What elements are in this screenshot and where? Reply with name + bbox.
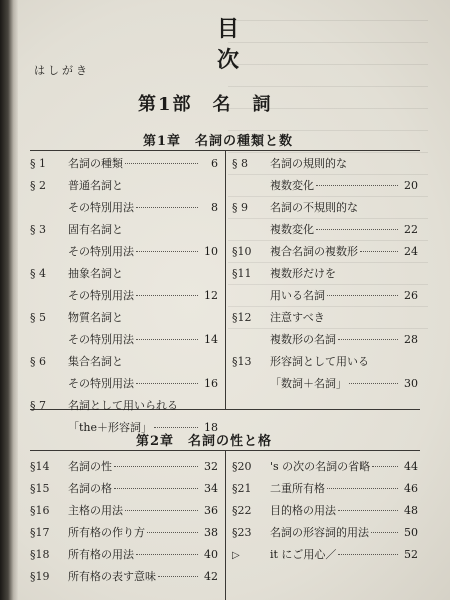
toc-entry	[30, 197, 218, 219]
toc-entry	[30, 175, 218, 197]
dot-leader	[136, 553, 198, 555]
page-number: 20	[404, 179, 418, 192]
entry-title: 所有格の作り方	[68, 526, 145, 539]
page-title: 目 次	[216, 16, 265, 73]
page-number: 6	[211, 157, 218, 170]
toc-entry	[30, 219, 218, 241]
dot-leader	[147, 531, 198, 533]
section-number: §16	[30, 504, 50, 517]
page-number: 16	[204, 377, 218, 390]
entry-title: 複合名詞の複数形	[270, 245, 358, 258]
entry-title: その特別用法	[68, 333, 134, 346]
entry-title: 普通名詞と	[68, 179, 123, 192]
entry-title: その特別用法	[68, 377, 134, 390]
section-number: §22	[232, 504, 252, 517]
toc-entry	[232, 241, 418, 263]
section-number: § 1	[30, 157, 46, 170]
entry-title: 形容詞として用いる	[270, 355, 369, 368]
toc-entry	[232, 263, 418, 285]
dot-leader	[316, 228, 398, 230]
entry-title: 名詞の性	[68, 460, 112, 473]
entry-title: 複数変化	[270, 223, 314, 236]
section-number: § 8	[232, 157, 248, 170]
section-number: §18	[30, 548, 50, 561]
dot-leader	[125, 509, 198, 511]
toc-entry	[232, 351, 418, 373]
toc-entry	[30, 478, 218, 500]
page-number: 26	[404, 289, 418, 302]
section-number: § 3	[30, 223, 46, 236]
page-number: 34	[204, 482, 218, 495]
section-number: §23	[232, 526, 252, 539]
section-number: §17	[30, 526, 50, 539]
section-number: § 9	[232, 201, 248, 214]
dot-leader	[136, 206, 198, 208]
page-number: 38	[204, 526, 218, 539]
entry-title: 名詞の種類	[68, 157, 123, 170]
dot-leader	[136, 250, 198, 252]
dot-leader	[327, 487, 398, 489]
toc-entry	[30, 241, 218, 263]
chapter-2-title: 第2章 名詞の性と格	[136, 434, 273, 449]
dot-leader	[371, 531, 398, 533]
entry-title: 主格の用法	[68, 504, 123, 517]
entry-title: it にご用心／	[270, 548, 337, 561]
section-number: §11	[232, 267, 252, 280]
toc-entry	[30, 285, 218, 307]
entry-title: 物質名詞と	[68, 311, 123, 324]
toc-entry	[232, 544, 418, 567]
entry-title: 名詞の格	[68, 482, 112, 495]
toc-entry	[232, 307, 418, 329]
toc-entry	[232, 197, 418, 219]
dot-leader	[125, 162, 198, 164]
section-number: §12	[232, 311, 252, 324]
page-number: 42	[204, 570, 218, 583]
page-number: 14	[204, 333, 218, 346]
section-number: §19	[30, 570, 50, 583]
dot-leader	[338, 338, 398, 340]
dot-leader	[114, 487, 198, 489]
entry-title: 名詞の不規則的な	[270, 201, 358, 214]
entry-title: 名詞の形容詞的用法	[270, 526, 369, 539]
page-number: 48	[404, 504, 418, 517]
entry-title: 名詞として用いられる	[68, 399, 178, 412]
chapter-1-divider	[225, 150, 226, 409]
page-number: 22	[404, 223, 418, 236]
triangle-marker-icon: ▷	[232, 550, 240, 561]
page-number: 36	[204, 504, 218, 517]
toc-entry	[232, 219, 418, 241]
toc-entry	[232, 522, 418, 544]
chapter-1-title: 第1章 名詞の種類と数	[143, 134, 294, 149]
toc-entry	[30, 566, 218, 588]
page-number: 10	[204, 245, 218, 258]
toc-entry	[30, 263, 218, 285]
toc-entry	[30, 307, 218, 329]
section-number: §20	[232, 460, 252, 473]
page-number: 24	[404, 245, 418, 258]
entry-title: 名詞の規則的な	[270, 157, 347, 170]
section-number: § 6	[30, 355, 46, 368]
section-number: § 2	[30, 179, 46, 192]
entry-title: 複数形の名詞	[270, 333, 336, 346]
toc-entry	[232, 329, 418, 351]
dot-leader	[327, 294, 398, 296]
dot-leader	[136, 338, 198, 340]
section-number	[232, 544, 270, 567]
book-page	[18, 0, 450, 600]
dot-leader	[316, 184, 398, 186]
dot-leader	[114, 465, 198, 467]
toc-entry	[232, 478, 418, 500]
page-number: 40	[204, 548, 218, 561]
book-spine-edge	[0, 0, 18, 600]
entry-title: 「the＋形容詞」	[68, 421, 153, 434]
page-number: 46	[404, 482, 418, 495]
toc-entry	[30, 351, 218, 373]
entry-title: 注意すべき	[270, 311, 325, 324]
section-number: §14	[30, 460, 50, 473]
page-number: 44	[404, 460, 418, 473]
page-number: 8	[211, 201, 218, 214]
page-number: 32	[204, 460, 218, 473]
entry-title: 所有格の用法	[68, 548, 134, 561]
toc-entry	[30, 544, 218, 566]
toc-entry	[232, 285, 418, 307]
chapter-2-divider	[225, 450, 226, 600]
section-number: §13	[232, 355, 252, 368]
toc-entry	[30, 456, 218, 478]
section-number: §15	[30, 482, 50, 495]
dot-leader	[338, 509, 398, 511]
section-number: § 5	[30, 311, 46, 324]
entry-title: 集合名詞と	[68, 355, 123, 368]
chapter-1-left-column	[30, 153, 218, 439]
page-number: 12	[204, 289, 218, 302]
intro-entry: はしがき	[34, 64, 90, 77]
entry-title: 抽象名詞と	[68, 267, 123, 280]
toc-entry	[232, 373, 418, 395]
chapter-1-right-column	[232, 153, 418, 395]
page-number: 18	[204, 421, 218, 434]
dot-leader	[349, 382, 398, 384]
entry-title: 固有名詞と	[68, 223, 123, 236]
entry-title: 二重所有格	[270, 482, 325, 495]
dot-leader	[136, 382, 198, 384]
toc-entry	[30, 373, 218, 395]
part-title: 第1部 名 詞	[138, 94, 273, 115]
page-number: 50	[404, 526, 418, 539]
entry-title: 複数形だけを	[270, 267, 336, 280]
page-number: 28	[404, 333, 418, 346]
toc-entry	[30, 395, 218, 417]
entry-title: 複数変化	[270, 179, 314, 192]
entry-title: その特別用法	[68, 289, 134, 302]
dot-leader	[154, 426, 198, 428]
chapter-2-right-column	[232, 456, 418, 567]
entry-title: 目的格の用法	[270, 504, 336, 517]
toc-entry	[30, 500, 218, 522]
toc-entry	[232, 175, 418, 197]
entry-title: 所有格の表す意味	[68, 570, 156, 583]
toc-entry	[30, 329, 218, 351]
dot-leader	[158, 575, 198, 577]
toc-entry	[232, 500, 418, 522]
dot-leader	[338, 553, 398, 555]
entry-title: 's の次の名詞の省略	[270, 460, 371, 473]
entry-title: その特別用法	[68, 201, 134, 214]
toc-entry	[30, 522, 218, 544]
toc-entry	[232, 153, 418, 175]
page-number: 52	[404, 548, 418, 561]
page-number: 30	[404, 377, 418, 390]
chapter-2-left-column	[30, 456, 218, 588]
section-number: § 4	[30, 267, 46, 280]
toc-entry	[30, 153, 218, 175]
toc-entry	[232, 456, 418, 478]
dot-leader	[136, 294, 198, 296]
entry-title: 「数詞＋名詞」	[270, 377, 347, 390]
dot-leader	[372, 465, 398, 467]
section-number: §10	[232, 245, 252, 258]
section-number: §21	[232, 482, 252, 495]
section-number: § 7	[30, 399, 46, 412]
entry-title: 用いる名詞	[270, 289, 325, 302]
entry-title: その特別用法	[68, 245, 134, 258]
dot-leader	[360, 250, 398, 252]
